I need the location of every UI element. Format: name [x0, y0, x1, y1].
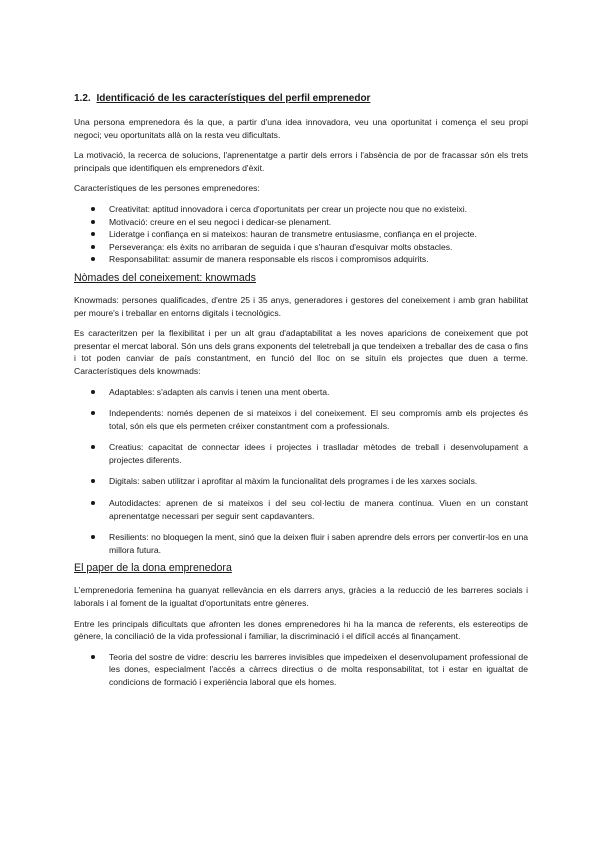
list-item: Creativitat: aptitud innovadora i cerca d'oportunitats per crear un projecte nou que no existeixi.: [74, 203, 528, 216]
knowmads-heading: Nòmades del coneixement: knowmads: [74, 271, 256, 284]
section-title: [74, 92, 528, 105]
list-item: Lideratge i confiança en si mateixos: hauran de transmetre entusiasme, confiança en el projecte.: [74, 228, 528, 241]
bullet-icon: [91, 655, 95, 659]
list-item: Autodidactes: aprenen de si mateixos i del seu col·lectiu de manera contínua. Viuen en un constant aprenentatge necessari per seguir sent capdavanters.: [74, 497, 528, 522]
list-item: Independents: només depenen de si mateixos i del coneixement. El seu compromís amb els projectes és total, són els que els permeten créixer constantment com a professionals.: [74, 407, 528, 432]
list-item: Creatius: capacitat de connectar idees i projectes i traslladar mètodes de treball i desenvolupament a projectes diferents.: [74, 441, 528, 466]
bullet-icon: [91, 390, 95, 394]
knowmads-traits-list: [74, 386, 528, 557]
bullet-icon: [91, 207, 95, 211]
list-item: Responsabilitat: assumir de manera responsable els riscos i compromisos adquirits.: [74, 253, 528, 266]
list-item: Digitals: saben utilitzar i aprofitar al màxim la funcionalitat dels programes i de les xarxes socials.: [74, 475, 528, 488]
bullet-icon: [91, 232, 95, 236]
paragraph: Una persona emprenedora és la que, a partir d'una idea innovadora, veu una oportunitat i comença el seu propi negoci; veu oportunitats allà on la resta veu dificultats.: [74, 117, 528, 140]
section-title-text: Identificació de les característiques del perfil emprenedor: [96, 93, 371, 104]
bullet-icon: [91, 257, 95, 261]
list-item: Motivació: creure en el seu negoci i dedicar-se plenament.: [74, 216, 528, 229]
bullet-icon: [91, 245, 95, 249]
bullet-icon: [91, 479, 95, 483]
list-item: Perseverança: els èxits no arribaran de seguida i que s'hauran d'esquivar molts obstacles.: [74, 241, 528, 254]
section-number: 1.2.: [74, 93, 91, 104]
women-heading: El paper de la dona emprenedora: [74, 562, 232, 575]
bullet-icon: [91, 445, 95, 449]
paragraph: Knowmads: persones qualificades, d'entre 25 i 35 anys, generadores i gestores del coneixement i amb gran habilitat per moure's i treballar en entorns digitals i tecnològics.: [74, 294, 528, 318]
entrepreneur-traits-list: [74, 203, 528, 266]
list-item: Teoria del sostre de vidre: descriu les barreres invisibles que impedeixen el desenvolupament professional de les dones, especialment l'accés a càrrecs directius o de molta responsabilitat, tot i estar en igualtat de condicions de formació i experiència laboral que els homes.: [74, 651, 528, 689]
list-item: Resilients: no bloquegen la ment, sinó que la deixen fluir i saben aprendre dels errors per convertir-los en una millora futura.: [74, 531, 528, 556]
page-content: [74, 92, 528, 689]
bullet-icon: [91, 411, 95, 415]
paragraph: La motivació, la recerca de solucions, l'aprenentatge a partir dels errors i l'absència de por de fracassar són els trets principals que identifiquen els emprenedors d'èxit.: [74, 150, 528, 173]
bullet-icon: [91, 535, 95, 539]
bullet-icon: [91, 220, 95, 224]
paragraph: Es caracteritzen per la flexibilitat i per un alt grau d'adaptabilitat a les noves aparicions de coneixement que pot presentar el mercat laboral. Són uns dels grans exponents del teletreball ja que tendeixen a treballar des de casa o fins i tot poden canviar de país constantment, en funció del lloc on se situïn els projectes que duen a terme. Característiques dels knowmads:: [74, 328, 528, 376]
women-traits-list: [74, 651, 528, 689]
paragraph: Entre les principals dificultats que afronten les dones emprenedores hi ha la manca de referents, els estereotips de gènere, la conciliació de la vida professional i familiar, la discriminació i el difícil accés al finançament.: [74, 618, 528, 642]
paragraph: Característiques de les persones emprenedores:: [74, 183, 260, 194]
bullet-icon: [91, 501, 95, 505]
paragraph: L'emprenedoria femenina ha guanyat rellevància en els darrers anys, gràcies a la reducció de les barreres socials i laborals i al foment de la igualtat d'oportunitats entre gèneres.: [74, 585, 528, 609]
list-item: Adaptables: s'adapten als canvis i tenen una ment oberta.: [74, 386, 528, 399]
